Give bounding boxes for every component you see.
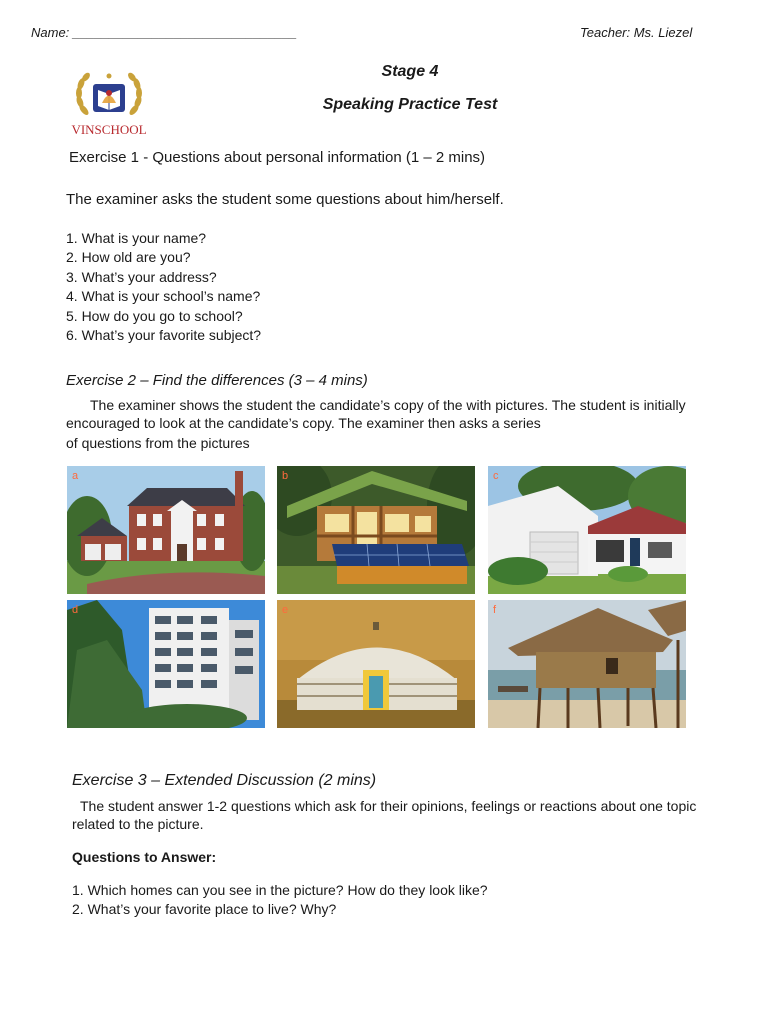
exercise3-question-list [72,881,488,920]
logo-text: VINSCHOOL [71,122,147,137]
teacher-label: Teacher: Ms. Liezel [580,25,693,40]
picture-b [277,466,475,594]
exercise1-intro: The examiner asks the student some questions about him/herself. [66,191,504,208]
test-title: Speaking Practice Test [322,96,498,113]
white-bungalow-icon [488,466,686,594]
picture-f [488,600,686,728]
exercise1-question-list [66,229,261,345]
stilt-hut-icon [488,600,686,728]
list-item: 2. How old are you? [66,249,191,266]
picture-b-letter: b [282,470,289,482]
list-item: 1. What is your name? [66,230,207,246]
eco-wooden-house-icon [277,466,475,594]
exercise2-text-line3: of questions from the pictures [66,435,250,451]
laurel-book-icon [66,70,152,122]
list-item: 3. What’s your address? [66,268,217,285]
exercise2-text-line1: The examiner shows the student the candidate’s copy of the with pictures. The student is initially [90,397,686,413]
picture-f-letter: f [493,604,497,616]
picture-d-letter: d [72,604,79,616]
picture-a-letter: a [72,470,79,482]
picture-c-letter: c [493,470,499,482]
list-item: 6. What’s your favorite subject? [66,327,262,344]
exercise2-text-line2: encouraged to look at the candidate’s copy. The examiner then asks a series [66,415,541,431]
list-item: 2. What’s your favorite place to live? Why? [72,901,337,918]
name-field-label: Name: _______________________________ [31,25,298,40]
brick-mansion-icon [67,466,265,594]
picture-a [67,466,265,594]
picture-c [488,466,686,594]
picture-e-letter: e [282,604,289,616]
list-item: 1. Which homes can you see in the picture? How do they look like? [72,882,488,898]
apartment-tower-icon [67,600,265,728]
exercise1-heading: Exercise 1 - Questions about personal information (1 – 2 mins) [69,149,486,166]
exercise3-text-line2: related to the picture. [72,816,204,832]
questions-to-answer-heading: Questions to Answer: [72,849,217,865]
picture-e [277,600,475,728]
yurt-icon [277,600,475,728]
exercise3-text-line1: The student answer 1-2 questions which ask for their opinions, feelings or reactions about one topic [80,798,697,814]
exercise3-heading: Exercise 3 – Extended Discussion (2 mins) [72,772,377,789]
stage-title: Stage 4 [381,63,439,80]
picture-d [67,600,265,728]
school-logo [66,70,152,140]
list-item: 4. What is your school’s name? [66,288,261,305]
list-item: 5. How do you go to school? [66,307,243,324]
exercise2-heading: Exercise 2 – Find the differences (3 – 4 mins) [66,372,368,389]
